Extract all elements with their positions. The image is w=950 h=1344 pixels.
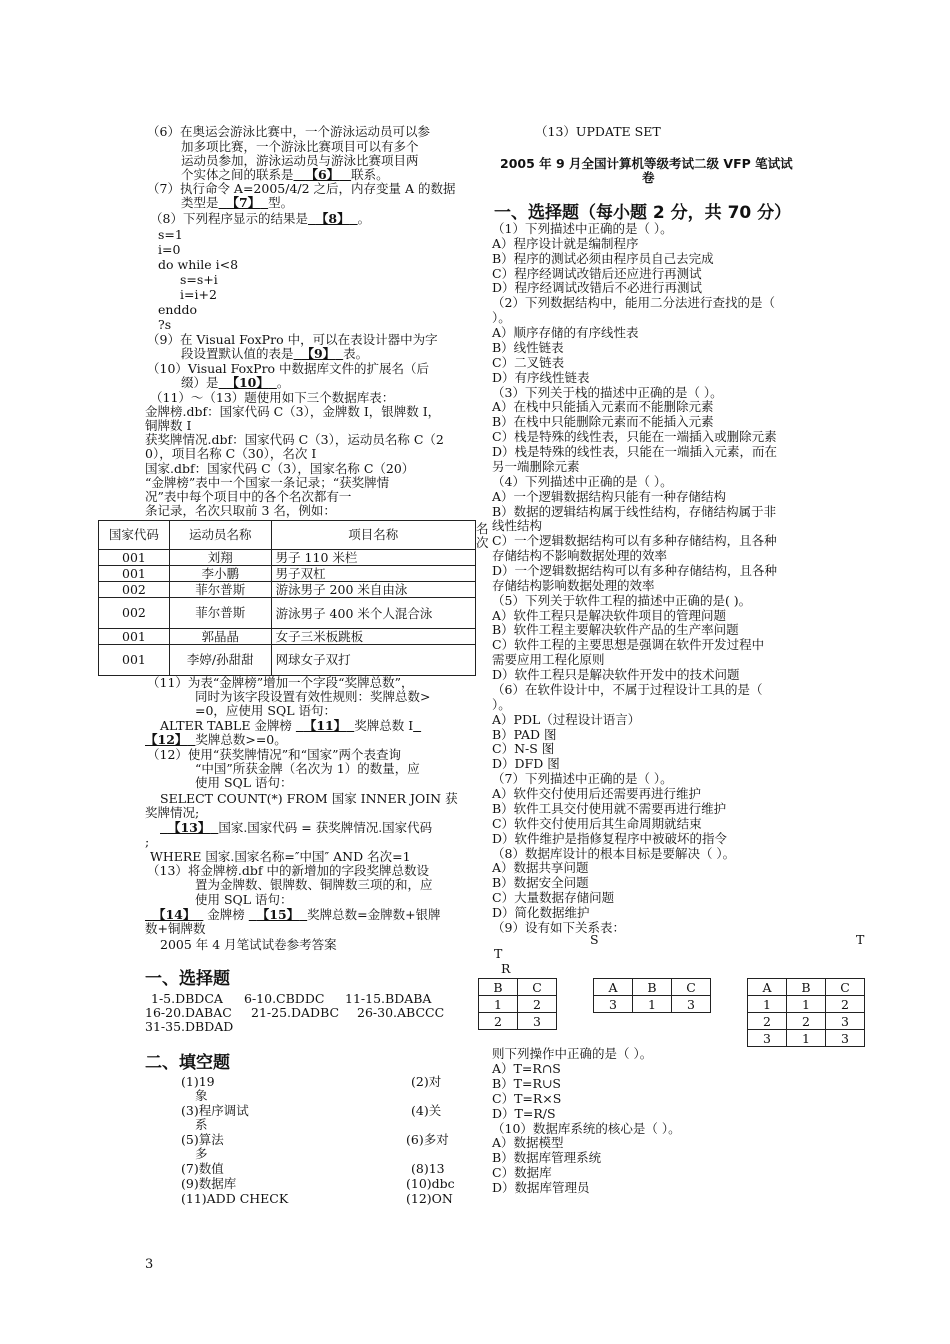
fill-1b: (2)对: [411, 1074, 442, 1089]
table-cell: B: [479, 979, 518, 996]
question-line: 另一端删除元素: [492, 458, 580, 474]
q11-line3: =0，应使用 SQL 语句：: [195, 703, 336, 718]
fill-3b: (6)多对: [406, 1132, 449, 1147]
table-row: [99, 629, 476, 645]
code-line-1: s=1: [158, 227, 183, 242]
intro-line-9: 条记录，名次只取前 3 名，例如：: [145, 503, 336, 518]
table-cell: 菲尔普斯: [169, 582, 271, 598]
question-line: A）软件交付使用后还需要再进行维护: [492, 786, 702, 802]
table-cell: 1: [633, 996, 672, 1013]
fill-3c: 多: [195, 1146, 208, 1161]
question-line: 则下列操作中正确的是（ ）。: [492, 1046, 653, 1061]
relation-label-r: R: [501, 961, 511, 976]
q13-sql-1: 【14】 金牌榜 【15】 奖牌总数=金牌数+银牌: [152, 907, 441, 922]
question-line: A）在栈中只能插入元素而不能删除元素: [492, 399, 714, 415]
table-cell: 1: [479, 996, 518, 1013]
q12-line1: （12）使用“获奖牌情况”和“国家”两个表查询: [147, 747, 401, 762]
intro-line-7: “金牌榜”表中一个国家一条记录；“获奖牌情: [145, 475, 390, 490]
q12-sql-4: ;: [145, 834, 150, 849]
code-line-4: s=s+i: [180, 272, 218, 287]
answer-7: 31-35.DBDAD: [145, 1019, 234, 1034]
question-line: B）数据的逻辑结构属于线性结构，存储结构属于非: [492, 503, 777, 519]
q13-line3: 使用 SQL 语句：: [195, 892, 293, 907]
table-cell: 3: [826, 1013, 865, 1030]
answer-4: 16-20.DABAC: [145, 1005, 232, 1020]
table-header-row: [99, 521, 476, 550]
q9-line2: 段设置默认值的表是 【9】 表。: [181, 346, 369, 361]
table-cell: 3: [748, 1030, 787, 1047]
table-cell: 游泳男子 200 米自由泳: [271, 582, 475, 598]
medal-results-table: [98, 520, 476, 676]
table-cell: 李小鹏: [169, 566, 271, 582]
question-line: C）T=R×S: [492, 1090, 562, 1106]
answer-6: 26-30.ABCCC: [357, 1005, 445, 1020]
table-header: 项目名称: [271, 521, 475, 550]
table-cell: 3: [672, 996, 711, 1013]
table-cell: 李婷/孙甜甜: [169, 645, 271, 676]
question-line: B）数据库管理系统: [492, 1150, 602, 1166]
question-line: D）DFD 图: [492, 756, 560, 772]
fill-2c: 系: [195, 1117, 208, 1132]
relation-label-t: T: [856, 932, 865, 947]
code-line-7: ?s: [158, 317, 172, 332]
code-line-3: do while i<8: [158, 257, 239, 272]
question-line: B）程序的测试必须由程序员自己去完成: [492, 250, 714, 266]
q13-line2: 置为金牌数、银牌数、铜牌数三项的和，应: [195, 877, 433, 892]
question-line: （10）数据库系统的核心是（ ）。: [492, 1120, 681, 1136]
relation-t-table: [747, 978, 865, 1047]
section-choice-answers: 一、选择题: [145, 969, 230, 989]
table-cell: 002: [99, 582, 170, 598]
fill-4a: (7)数值: [181, 1161, 224, 1176]
answer-5: 21-25.DADBC: [251, 1005, 340, 1020]
code-line-6: enddo: [158, 302, 197, 317]
exam-title-line2: 卷: [642, 170, 655, 185]
table-cell: 1: [787, 996, 826, 1013]
question-line: D）软件维护是指修复程序中被破坏的指令: [492, 830, 728, 846]
section-fill-answers: 二、填空题: [145, 1053, 230, 1073]
table-cell: B: [633, 979, 672, 996]
question-line: A）顺序存储的有序线性表: [492, 325, 639, 341]
question-line: B）线性链表: [492, 339, 564, 355]
question-line: （8）数据库设计的根本目标是要解决（ ）。: [492, 845, 736, 861]
q6-line2: 加多项比赛，一个游泳比赛项目可以有多个: [181, 139, 419, 154]
table-cell: C: [826, 979, 865, 996]
question-line: D）数据库管理员: [492, 1180, 590, 1196]
table-cell: 1: [748, 996, 787, 1013]
table-cell: 3: [518, 1013, 557, 1030]
table-cell: 001: [99, 566, 170, 582]
fill-1c: 象: [195, 1088, 208, 1103]
q12-line3: 使用 SQL 语句：: [195, 775, 293, 790]
question-line: C）二叉链表: [492, 354, 565, 370]
q6-line4: [181, 168, 389, 182]
question-line: B）软件工程主要解决软件产品的生产率问题: [492, 622, 739, 638]
question-line: D）软件工程只是解决软件开发中的技术问题: [492, 667, 740, 683]
question-line: C）数据库: [492, 1165, 552, 1181]
table-cell: 2: [479, 1013, 518, 1030]
relation-s-table: [593, 978, 711, 1013]
exam-title-line1: 2005 年 9 月全国计算机等级考试二级 VFP 笔试试: [500, 156, 793, 171]
table-cell: A: [748, 979, 787, 996]
q11-line1: （11）为表“金牌榜”增加一个字段“奖牌总数”，: [147, 675, 414, 690]
table-header-rank: 名次: [476, 521, 489, 550]
question-line: C）N-S 图: [492, 741, 555, 757]
fill-1a: (1)19: [181, 1074, 215, 1089]
code-line-5: i=i+2: [180, 287, 217, 302]
q11-sql: ALTER TABLE 金牌榜 【11】 奖牌总数 I: [160, 718, 414, 733]
answer-1: 1-5.DBDCA: [151, 991, 223, 1006]
table-cell: 2: [826, 996, 865, 1013]
table-cell: 001: [99, 645, 170, 676]
question-line: B）软件工具交付使用就不需要再进行维护: [492, 800, 727, 816]
fill-5a: (9)数据库: [181, 1176, 237, 1191]
fill-4b: (8)13: [411, 1161, 445, 1176]
q7-line1: （7）执行命令 A=2005/4/2 之后，内存变量 A 的数据: [147, 181, 456, 196]
relation-label-s: S: [590, 932, 599, 947]
question-line: （7）下列描述中正确的是（ ）。: [492, 771, 673, 787]
blank-6: 【6】: [305, 167, 340, 182]
table-cell: 2: [748, 1013, 787, 1030]
q6-line1: （6）在奥运会游泳比赛中，一个游泳运动员可以参: [147, 124, 430, 139]
q11-line2: 同时为该字段设置有效性规则：奖牌总数>: [195, 689, 431, 704]
question-line: A）程序设计就是编制程序: [492, 235, 639, 251]
question-line: A）软件工程只是解决软件项目的管理问题: [492, 607, 727, 623]
table-cell: C: [672, 979, 711, 996]
question-line: A）一个逻辑数据结构只能有一种存储结构: [492, 488, 727, 504]
q7-line2: 类型是 【7】 型。: [181, 195, 294, 210]
question-line: A）T=R∩S: [492, 1060, 561, 1076]
question-line: C）栈是特殊的线性表，只能在一端插入或删除元素: [492, 429, 777, 445]
q6-line3: 运动员参加，游泳运动员与游泳比赛项目两: [181, 153, 419, 168]
question-line: （5）下列关于软件工程的描述中正确的是( )。: [492, 592, 752, 608]
q12-sql-3: 【13】 国家.国家代码 = 获奖牌情况.国家代码: [167, 820, 433, 835]
table-cell: A: [594, 979, 633, 996]
fill-2b: (4)关: [411, 1103, 442, 1118]
question-line: A）数据共享问题: [492, 860, 589, 876]
q9-line1: （9）在 Visual FoxPro 中，可以在表设计器中为字: [147, 332, 438, 347]
question-line: B）在栈中只能删除元素而不能插入元素: [492, 414, 714, 430]
table-cell: 游泳男子 400 米个人混合泳: [271, 598, 475, 629]
table-cell: 女子三米板跳板: [271, 629, 475, 645]
relation-label-t2: T: [494, 946, 503, 961]
table-cell: 菲尔普斯: [169, 598, 271, 629]
table-cell: 001: [99, 629, 170, 645]
answer-2: 6-10.CBDDC: [244, 991, 325, 1006]
q11-sql-2: 【12】 奖牌总数>=0。: [145, 732, 287, 747]
intro-line-4: 获奖牌情况.dbf：国家代码 C（3），运动员名称 C（2: [145, 432, 444, 447]
intro-line-1: （11）～（13）题使用如下三个数据库表：: [150, 390, 395, 405]
fill-5b: (10)dbc: [406, 1176, 455, 1191]
question-line: 线性结构: [492, 518, 543, 534]
question-line: B）数据安全问题: [492, 875, 589, 891]
question-line: D）程序经调试改错后不必进行再测试: [492, 280, 703, 296]
fill-3a: (5)算法: [181, 1132, 224, 1147]
question-line: D）简化数据维护: [492, 905, 590, 921]
table-cell: 3: [826, 1030, 865, 1047]
q12-sql-2: 奖牌情况;: [145, 805, 200, 820]
table-cell: 网球女子双打: [271, 645, 475, 676]
table-cell: 3: [594, 996, 633, 1013]
question-line: C）程序经调试改错后还应进行再测试: [492, 265, 702, 281]
question-line: ）。: [492, 310, 511, 326]
intro-line-6: 国家.dbf：国家代码 C（3），国家名称 C（20）: [145, 461, 415, 476]
answers-title: 2005 年 4 月笔试试卷参考答案: [160, 937, 337, 952]
question-line: C）一个逻辑数据结构可以有多种存储结构，且各种: [492, 533, 777, 549]
question-line: A）PDL（过程设计语言）: [492, 711, 641, 727]
question-line: （1）下列描述中正确的是（ ）。: [492, 221, 673, 236]
q10-line1: （10）Visual FoxPro 中数据库文件的扩展名（后: [147, 361, 430, 376]
question-line: C）软件交付使用后其生命周期就结束: [492, 815, 702, 831]
table-cell: 001: [99, 550, 170, 566]
table-row: [99, 566, 476, 582]
table-cell: C: [518, 979, 557, 996]
table-cell: B: [787, 979, 826, 996]
question-line: 存储结构影响数据处理的效率: [492, 577, 655, 593]
table-row: [99, 582, 476, 598]
question-line: D）T=R/S: [492, 1105, 556, 1121]
section-title: 一、选择题（每小题 2 分，共 70 分）: [494, 203, 792, 223]
table-cell: 2: [787, 1013, 826, 1030]
q12-sql-5: WHERE 国家.国家名称=″中国″ AND 名次=1: [150, 849, 411, 864]
question-line: D）一个逻辑数据结构可以有多种存储结构，且各种: [492, 563, 778, 578]
intro-line-5: 0），项目名称 C（30），名次 I: [145, 446, 317, 461]
page-number: 3: [145, 1257, 154, 1272]
code-line-2: i=0: [158, 242, 181, 257]
table-cell: 郭晶晶: [169, 629, 271, 645]
q13-line1: （13）将金牌榜.dbf 中的新增加的字段奖牌总数设: [147, 863, 429, 878]
question-line: （6）在软件设计中，不属于过程设计工具的是（: [492, 681, 763, 697]
question-line: D）栈是特殊的线性表，只能在一端插入元素，而在: [492, 444, 778, 460]
fill-2a: (3)程序调试: [181, 1103, 249, 1118]
question-line: （3）下列关于栈的描述中正确的是（ ）。: [492, 384, 723, 400]
table-cell: 男子 110 米栏: [271, 550, 475, 566]
table-cell: 刘翔: [169, 550, 271, 566]
question-line: （2）下列数据结构中，能用二分法进行查找的是（: [492, 295, 775, 311]
q6-tail: 联系。: [351, 167, 389, 182]
fill-6b: (12)ON: [406, 1191, 453, 1206]
question-line: 存储结构不影响数据处理的效率: [492, 548, 668, 564]
question-line: （4）下列描述中正确的是（ ）。: [492, 473, 673, 489]
q13-sql-2: 数+铜牌数: [145, 921, 206, 936]
q12-line2: “中国”所获金牌（名次为 1）的数量，应: [195, 761, 420, 776]
intro-line-8: 况”表中每个项目中的各个名次都有一: [145, 489, 352, 504]
table-cell: 男子双杠: [271, 566, 475, 582]
table-cell: 1: [787, 1030, 826, 1047]
table-row: [99, 645, 476, 676]
question-line: B）T=R∪S: [492, 1075, 561, 1091]
question-line: （9）设有如下关系表：: [492, 919, 625, 935]
question-line: A）数据模型: [492, 1135, 564, 1151]
table-header: 运动员名称: [169, 521, 271, 550]
table-row: [99, 550, 476, 566]
question-line: D）有序线性链表: [492, 369, 590, 385]
table-cell: 2: [518, 996, 557, 1013]
q8-line: （8）下列程序显示的结果是 【8】 。: [150, 211, 371, 226]
q12-sql-1: SELECT COUNT(*) FROM 国家 INNER JOIN 获: [160, 791, 458, 806]
question-line: C）软件工程的主要思想是强调在软件开发过程中: [492, 637, 765, 653]
q6-text: 个实体之间的联系是: [181, 167, 294, 182]
table-header: 国家代码: [99, 521, 170, 550]
q10-line2: 缀）是 【10】 。: [181, 375, 290, 390]
q13-answer-line: （13）UPDATE SET: [535, 124, 661, 139]
question-line: 需要应用工程化原则: [492, 652, 605, 668]
intro-line-3: 铜牌数 I: [145, 418, 192, 433]
intro-line-2: 金牌榜.dbf：国家代码 C（3），金牌数 I，银牌数 I，: [145, 404, 441, 419]
question-line: C）大量数据存储问题: [492, 890, 615, 906]
table-cell: 002: [99, 598, 170, 629]
table-row: [99, 598, 476, 629]
question-line: ）。: [492, 696, 511, 712]
answer-3: 11-15.BDABA: [345, 991, 432, 1006]
relation-r-table: [478, 978, 557, 1030]
question-line: B）PAD 图: [492, 726, 557, 742]
fill-6a: (11)ADD CHECK: [181, 1191, 289, 1206]
